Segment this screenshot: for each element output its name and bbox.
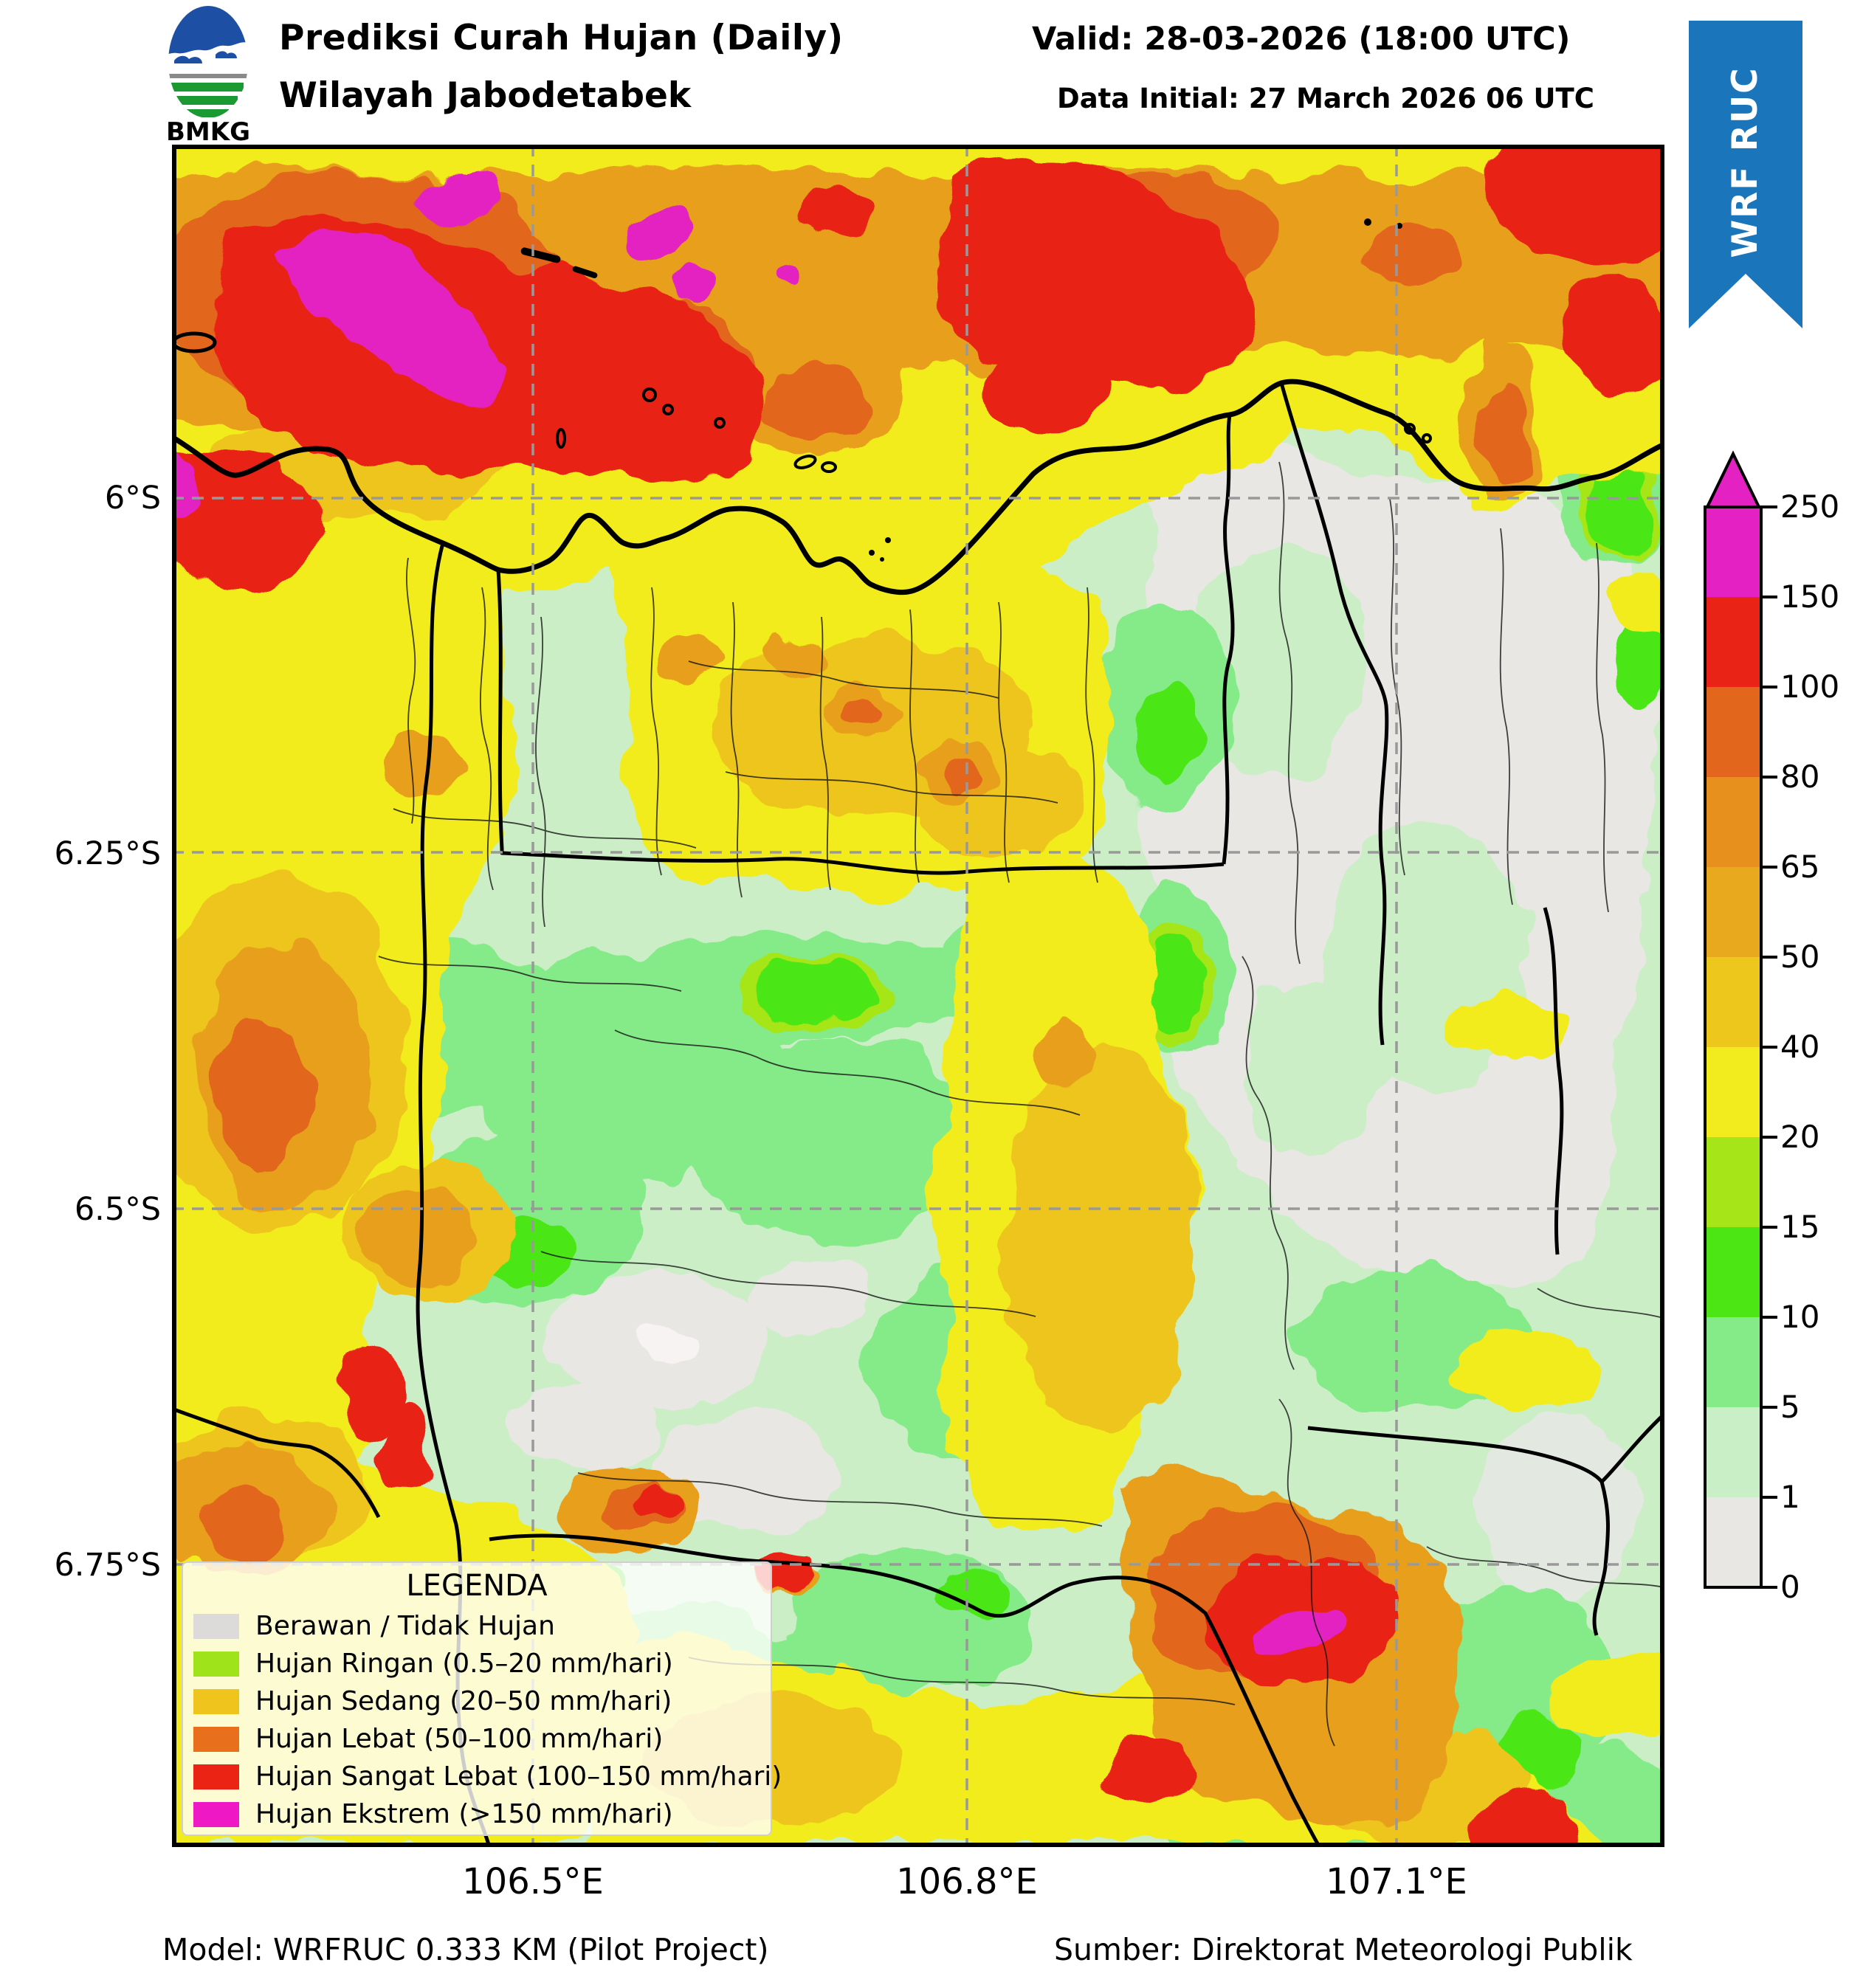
colorbar-tick-150: 150 — [1780, 579, 1840, 615]
legend-item-berawan — [183, 1607, 771, 1645]
colorbar-arrow-tip — [1707, 454, 1760, 508]
legend-item-ringan — [183, 1645, 771, 1682]
colorbar-tick-marks — [1761, 507, 1777, 1587]
legend-swatch-sedang — [193, 1689, 239, 1714]
legend-label-berawan: Berawan / Tidak Hujan — [255, 1611, 555, 1641]
y-axis-label-675s: 6.75°S — [54, 1547, 161, 1584]
legend-item-ekstrem — [183, 1795, 771, 1833]
legend-swatch-ringan — [193, 1652, 239, 1677]
legend-label-sangat-lebat: Hujan Sangat Lebat (100–150 mm/hari) — [255, 1761, 782, 1792]
legend-title: LEGENDA — [406, 1569, 548, 1603]
legend-item-sangat-lebat — [183, 1758, 782, 1795]
bmkg-logo — [164, 3, 252, 143]
x-axis-label-1065e: 106.5°E — [462, 1861, 604, 1902]
bmkg-logo-emblem — [164, 3, 252, 128]
colorbar-tick-65: 65 — [1780, 849, 1820, 885]
rainfall-colorbar — [1705, 451, 1761, 1591]
footer-model-info: Model: WRFRUC 0.333 KM (Pilot Project) — [162, 1932, 769, 1967]
valid-time-label: Valid: 28-03-2026 (18:00 UTC) — [1032, 21, 1571, 58]
data-initial-label: Data Initial: 27 March 2026 06 UTC — [1057, 83, 1594, 114]
footer-source-info: Sumber: Direktorat Meteorologi Publik — [1054, 1932, 1633, 1967]
colorbar-segments — [1705, 507, 1761, 1587]
colorbar-tick-80: 80 — [1780, 759, 1820, 795]
legend-label-ringan: Hujan Ringan (0.5–20 mm/hari) — [255, 1649, 673, 1679]
model-ribbon — [1689, 21, 1804, 332]
colorbar-tick-5: 5 — [1780, 1389, 1800, 1425]
colorbar-tick-15: 15 — [1780, 1209, 1820, 1245]
legend-label-lebat: Hujan Lebat (50–100 mm/hari) — [255, 1724, 664, 1754]
legend-item-lebat — [183, 1720, 771, 1758]
colorbar-tick-20: 20 — [1780, 1119, 1820, 1155]
legend-swatch-sangat-lebat — [193, 1764, 239, 1789]
legend-label-ekstrem: Hujan Ekstrem (>150 mm/hari) — [255, 1799, 673, 1829]
legend-swatch-berawan — [193, 1614, 239, 1639]
y-axis-label-6s: 6°S — [104, 480, 161, 517]
x-axis-label-1068e: 106.8°E — [896, 1861, 1038, 1902]
bmkg-logo-text: BMKG — [165, 117, 251, 143]
page-title-line1: Prediksi Curah Hujan (Daily) — [279, 18, 844, 58]
colorbar-tick-1: 1 — [1780, 1479, 1800, 1515]
page-title-line2: Wilayah Jabodetabek — [279, 75, 692, 116]
colorbar-tick-0: 0 — [1780, 1569, 1800, 1605]
colorbar-tick-50: 50 — [1780, 939, 1820, 975]
legend-item-sedang — [183, 1682, 771, 1720]
legend-label-sedang: Hujan Sedang (20–50 mm/hari) — [255, 1686, 672, 1716]
legend-swatch-lebat — [193, 1727, 239, 1752]
ribbon-label: WRF RUC — [1725, 66, 1766, 258]
colorbar-tick-10: 10 — [1780, 1299, 1820, 1335]
colorbar-tick-100: 100 — [1780, 669, 1840, 705]
legend-swatch-ekstrem — [193, 1802, 239, 1827]
legend-box — [182, 1561, 782, 1836]
x-axis-label-1071e: 107.1°E — [1326, 1861, 1467, 1902]
y-axis-label-65s: 6.5°S — [74, 1191, 161, 1228]
y-axis-label-625s: 6.25°S — [54, 835, 161, 872]
colorbar-tick-250: 250 — [1780, 489, 1840, 525]
colorbar-tick-40: 40 — [1780, 1029, 1820, 1065]
